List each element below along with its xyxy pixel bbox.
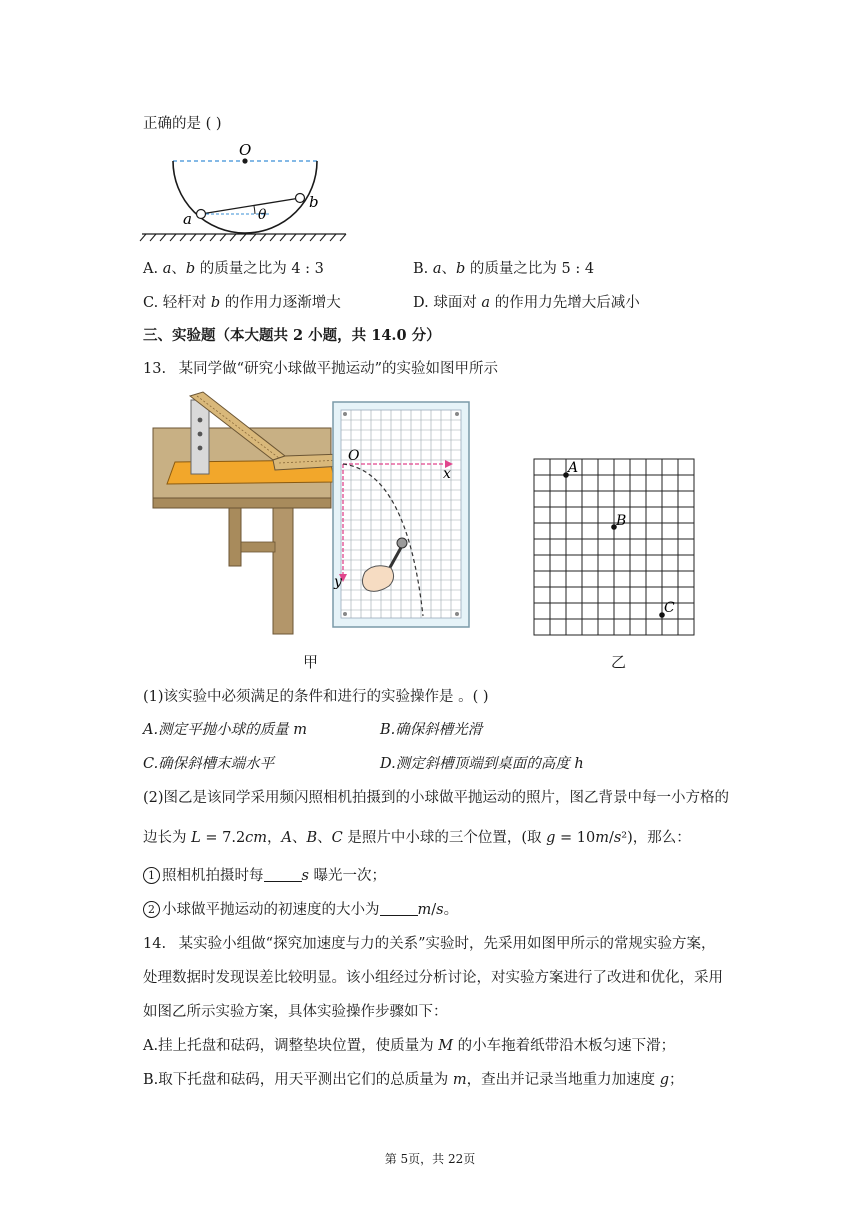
table-apron [241, 542, 275, 552]
label-A: A [568, 460, 579, 476]
caption-yi: 乙 [611, 653, 627, 671]
q13-option-a: A.测定平抛小球的质量 𝑚 [143, 722, 307, 738]
q13-part2-line2: 边长为 𝐿 = 7.2𝑐𝑚，𝐴、𝐵、𝐶 是照片中小球的三个位置，(取 𝑔 = 10𝑚/𝑠²)，那么： [143, 830, 691, 846]
answer-blank-2[interactable] [380, 901, 418, 916]
caption-jia: 甲 [303, 653, 319, 671]
q14-line1 [143, 934, 716, 954]
ground-hatching [140, 234, 346, 241]
q12-option-c: C. 轻杆对 𝑏 的作用力逐渐增大 [143, 295, 341, 311]
q14-line3: 如图乙所示实验方案，具体实验操作步骤如下： [143, 1004, 448, 1020]
q13-number: 13. [143, 361, 167, 377]
ball-a [197, 210, 206, 219]
q13-sub2-pre: 小球做平抛运动的初速度的大小为 [162, 902, 380, 918]
q13-sub1 [143, 866, 386, 886]
label-origin-O: O [348, 448, 360, 464]
q13-part2-line1: (2)图乙是该同学采用频闪照相机拍摄到的小球做平抛运动的照片，图乙背景中每一小方格的 [143, 790, 730, 806]
label-theta: θ [258, 207, 267, 223]
q12-option-d: D. 球面对 𝑎 的作用力先增大后减小 [413, 295, 640, 311]
table-leg-right [273, 508, 293, 634]
ball-marker [397, 538, 407, 548]
q13-option-d: D.测定斜槽顶端到桌面的高度 ℎ [380, 756, 584, 772]
angle-arc [254, 206, 255, 214]
section-3-heading: 三、实验题（本大题共 2 小题，共 14.0 分） [143, 327, 441, 344]
stand-post [191, 400, 209, 474]
strobe-photo-grid-figure [530, 455, 700, 640]
q14-step-a: A.挂上托盘和砝码，调整垫块位置，使质量为 𝑀 的小车拖着纸带沿木板匀速下滑； [143, 1038, 676, 1054]
q12-option-b: B. 𝑎、𝑏 的质量之比为 5 : 4 [413, 261, 595, 277]
table-leg-mid [229, 508, 241, 566]
answer-blank-1[interactable] [264, 867, 302, 882]
table-edge [153, 498, 331, 508]
q13-sub1-post: 𝑠 曝光一次； [301, 868, 387, 884]
label-y-axis: y [334, 574, 342, 590]
circled-number-1: 1 [143, 867, 160, 884]
q14-line2: 处理数据时发现误差比较明显。该小组经过分析讨论，对实验方案进行了改进和优化，采用 [143, 970, 723, 986]
hemisphere-figure [138, 140, 353, 245]
rod [201, 198, 300, 214]
q12-option-a: A. 𝑎、𝑏 的质量之比为 4 : 3 [143, 261, 324, 277]
page-footer: 第 5页，共 22页 [384, 1152, 476, 1166]
q13-option-c: C.确保斜槽末端水平 [143, 756, 275, 772]
label-a: a [183, 210, 192, 228]
q13-part1: (1)该实验中必须满足的条件和进行的实验操作是 。( ) [143, 689, 489, 705]
label-x-axis: x [443, 466, 451, 482]
label-C: C [664, 600, 675, 616]
q13-sub2 [143, 900, 458, 920]
q13-sub1-pre: 照相机拍摄时每 [162, 868, 264, 884]
label-O: O [239, 141, 252, 159]
center-point-O [242, 158, 247, 163]
q13-sub2-post: 𝑚/𝑠。 [417, 902, 459, 918]
ball-b [296, 194, 305, 203]
q13-stem [143, 359, 498, 379]
q14-step-b: B.取下托盘和砝码，用天平测出它们的总质量为 𝑚，查出并记录当地重力加速度 𝑔； [143, 1072, 684, 1088]
q14-number: 14. [143, 936, 167, 952]
q13-stem-text: 某同学做“研究小球做平抛运动”的实验如图甲所示 [178, 361, 498, 377]
projectile-apparatus-figure [145, 390, 475, 638]
q13-option-b: B.确保斜槽光滑 [380, 722, 483, 738]
label-B: B [616, 513, 627, 529]
q12-stem-tail: 正确的是 ( ) [143, 116, 222, 132]
q14-line1-text: 某实验小组做“探究加速度与力的关系”实验时，先采用如图甲所示的常规实验方案， [178, 936, 716, 952]
label-b: b [309, 193, 319, 211]
circled-number-2: 2 [143, 901, 160, 918]
